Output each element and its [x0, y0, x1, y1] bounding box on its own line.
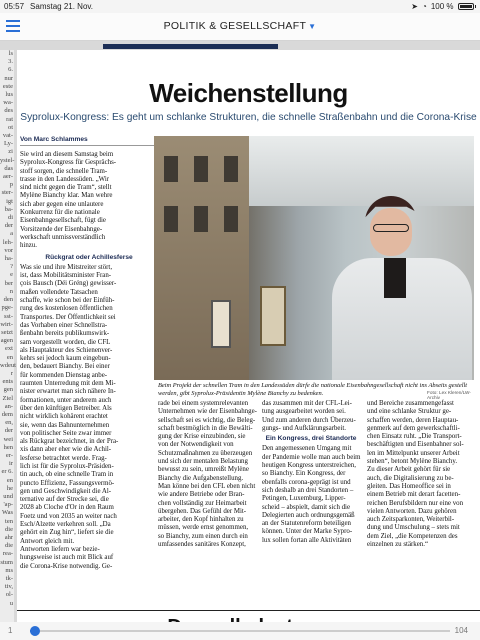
strip-fragment: p: [9, 181, 13, 189]
text-line: Foetz und von 2035 an weiter nach: [20, 512, 117, 520]
previous-page-strip[interactable]: [0, 50, 14, 622]
strip-fragment: leh-: [2, 238, 13, 246]
text-line: raumten Unterredung mit dem Mi-: [20, 380, 116, 388]
strip-fragment: gen: [3, 386, 13, 394]
text-line: Vorsitzende der Eisenbahnge-: [20, 225, 103, 233]
article-photo[interactable]: [154, 136, 474, 380]
article-divider: [17, 610, 480, 611]
newspaper-page: [17, 50, 480, 622]
text-line: sich aber gegen eine unlautere: [20, 200, 104, 208]
text-line: Petingen, Luxemburg, Lipper-: [262, 495, 346, 503]
text-line: hinzu.: [20, 242, 38, 250]
text-line: Eisenbahngesellschaft, fügt die: [20, 217, 106, 225]
strip-fragment: wei: [3, 435, 13, 443]
strip-fragment: en: [6, 353, 13, 361]
text-line: ist, dass Mobilitätsminister Fran-: [20, 272, 112, 280]
strip-fragment: ber: [4, 279, 13, 287]
text-line: chen vollständig zur Heimarbeit: [158, 499, 247, 507]
text-line: genmerk auf dem gewerkschaftli-: [367, 424, 460, 432]
text-line: stoff sorgen, die schnelle Tram-: [20, 167, 108, 175]
strip-fragment: des: [4, 107, 13, 115]
text-line: dung und Umschulung – stets mit: [367, 524, 460, 532]
strip-fragment: an-: [4, 402, 13, 410]
strip-fragment: tiv,: [4, 583, 13, 591]
status-time: 05:57: [4, 2, 25, 11]
text-line: als Rückgrat bezeichnet, in der Pra-: [20, 438, 119, 446]
strip-fragment: igt: [6, 197, 13, 205]
text-line: reichen Berufsbildern nur eine von: [367, 499, 464, 507]
text-line: tin auch, ob eine schnelle Tram in: [20, 471, 114, 479]
article-column-2: [158, 400, 256, 549]
text-line: den, bedauert Bianchy. Bei einer: [20, 363, 110, 371]
strip-fragment: ?: [10, 263, 13, 271]
text-line: Und zum anderen durch Überzeu-: [262, 416, 356, 424]
text-line: kehrs sei jedoch kaum eingebun-: [20, 355, 111, 363]
battery-label: 100 %: [430, 2, 454, 11]
text-line: formationen, unter anderem auch: [20, 396, 112, 404]
strip-fragment: r: [10, 369, 13, 377]
page-scrubber: [0, 622, 480, 640]
strip-fragment: den: [3, 296, 13, 304]
strip-fragment: rea-: [2, 550, 13, 558]
text-line: xis dann aber eher wie die Achil-: [20, 446, 112, 454]
text-line: ebenfalls corona-geprägt ist und: [262, 478, 351, 486]
text-line: nicht wirklich kohärent erachtet: [20, 413, 108, 421]
text-line: Schutzmaßnahmen zu überzeugen: [158, 449, 253, 457]
text-line: über den künftigen Betreiber. Als: [20, 404, 112, 412]
status-bar: [0, 0, 480, 13]
strip-fragment: Ziel: [2, 394, 13, 402]
strip-fragment: Was: [1, 509, 13, 517]
strip-fragment: ol-: [5, 591, 13, 599]
text-line: beschäftigten und Eisenbahner sol-: [367, 441, 464, 449]
strip-fragment: ir: [9, 460, 13, 468]
strip-fragment: en,: [5, 419, 13, 427]
text-line: Antwort gleich mit.: [20, 537, 75, 545]
text-line: sind nicht gegen die Tram“, stellt: [20, 184, 112, 192]
strip-fragment: este: [2, 82, 13, 90]
strip-fragment: ext: [5, 345, 13, 353]
strip-fragment: ot: [7, 123, 13, 131]
strip-fragment: a: [10, 230, 13, 238]
strip-fragment: 'ap-: [3, 501, 13, 509]
strip-fragment: der: [4, 427, 13, 435]
text-line: scheid – abspielt, damit sich die: [262, 503, 351, 511]
text-line: hungsweise ist auch mit Blick auf: [20, 554, 114, 562]
text-line: und sich der mentalen Belastung: [158, 458, 248, 466]
text-line: Syprolux-Kongress für Gesprächs-: [20, 159, 117, 167]
text-line: Antworten liefern war bezie-: [20, 545, 100, 553]
strip-fragment: pge-: [1, 304, 13, 312]
scrubber-handle[interactable]: [30, 626, 40, 636]
text-line: für kommenden Dienstag anbe-: [20, 371, 108, 379]
text-line: können. Unter der Marke Sypro-: [262, 528, 353, 536]
text-line: Unternehmen wie der Eisenbahnge-: [158, 408, 257, 416]
text-line: Sie wird an diesem Samstag beim: [20, 151, 114, 158]
text-line: Bianchy die Aufgabenstellung.: [158, 474, 244, 482]
strip-fragment: nur: [4, 74, 13, 82]
text-line: und Bereiche zusammengefasst: [367, 400, 454, 407]
strip-fragment: stum: [0, 558, 13, 566]
article-column-4: [367, 400, 477, 549]
text-line: gen und Geschwindigkeit die Al-: [20, 487, 112, 495]
text-line: Konkurrenz für die nationale: [20, 209, 100, 217]
strip-fragment: wdeut: [0, 361, 16, 369]
strip-fragment: lus: [5, 91, 13, 99]
strip-fragment: tk-: [5, 575, 13, 582]
strip-fragment: und: [3, 492, 13, 500]
text-line: übergehen. Das Gefühl der Mit-: [158, 507, 247, 515]
article-author: Von Marc Schlammes: [20, 136, 88, 143]
status-right: [411, 2, 476, 11]
text-line: arbeiter, den Kopf hinhalten zu: [158, 516, 244, 524]
strip-fragment: ms: [5, 566, 13, 574]
strip-fragment: e: [10, 271, 13, 279]
text-line: so Bianchy. Ein Kongress, der: [262, 470, 346, 478]
portrait-figure: [332, 196, 472, 380]
text-line: auch, die Digitalisierung zu be-: [367, 474, 454, 482]
strip-fragment: 3.: [8, 58, 13, 66]
text-line: werkschaft unmissverständlich: [20, 233, 106, 241]
article-column-3: [262, 400, 360, 545]
strip-fragment: zi: [8, 148, 13, 156]
strip-fragment: rat: [6, 115, 13, 123]
strip-fragment: die: [5, 525, 13, 533]
photo-credit: Foto: Lex Kleren/LW-Archiv: [427, 390, 471, 400]
text-line: gleiten. Das Homeoffice sei in: [367, 482, 451, 490]
strip-fragment: setzt: [1, 328, 13, 336]
strip-fragment: di: [7, 214, 13, 222]
strip-fragment: ls: [8, 50, 13, 57]
chevron-down-icon: ▼: [308, 22, 317, 31]
text-line: ternative auf der Strecke sei, die: [20, 496, 109, 504]
strip-fragment: hen: [3, 443, 13, 451]
strip-fragment: die: [5, 542, 13, 550]
strip-fragment: ystel-: [0, 156, 15, 164]
text-line: heutigen Kongress unterstreichen,: [262, 462, 356, 470]
strip-fragment: ents: [2, 378, 13, 386]
article-column-1: [20, 151, 158, 571]
text-line: Esch/Alzette verkehren soll. „Da: [20, 521, 111, 529]
wifi-icon: ◔: [421, 2, 427, 11]
text-line: Man könne bei den CFL eben nicht: [158, 482, 256, 490]
text-line: Transportes. Der Öffentlichkeit sei: [20, 313, 116, 321]
text-line: nister erwartet man sich nähere In-: [20, 388, 116, 396]
strip-fragment: wa-: [3, 99, 13, 107]
text-line: lich ist für die Syprolux-Präsiden-: [20, 462, 114, 470]
strip-fragment: er-: [5, 451, 13, 459]
strip-fragment: en: [6, 476, 13, 484]
text-line: so Bianchy, zum einen durch ein: [158, 532, 248, 540]
strip-fragment: wirt-: [0, 320, 13, 328]
column-subtitle: Rückgrat oder Achillesferse: [45, 253, 133, 261]
text-line: schaffe, wie schon bei der Einfüh-: [20, 297, 115, 305]
strip-fragment: ba-: [4, 205, 13, 213]
scrubber-end-page: 104: [454, 626, 468, 635]
text-line: çois Bausch (Déi Gréng) gewisser-: [20, 280, 117, 288]
strip-fragment: u: [9, 599, 13, 607]
text-line: sam vorgestellt worden, die CFL: [20, 338, 111, 346]
text-line: und eine schlanke Struktur ge-: [367, 408, 452, 416]
text-line: gung der Krise einzubinden, sie: [158, 433, 246, 441]
text-line: maßen vollendete Tatsachen: [20, 288, 98, 296]
text-line: einem Betrieb mit derart facetten-: [367, 491, 461, 499]
strip-fragment: das: [4, 164, 13, 172]
strip-fragment: n: [9, 287, 13, 295]
strip-fragment: dem: [1, 410, 13, 418]
text-line: von der Notwendigkeit von: [158, 441, 234, 449]
text-line: rung des kostenlosen öffentlichen: [20, 305, 113, 313]
status-date: Samstag 21. Nov.: [30, 2, 94, 11]
text-line: auch Zeitsparkonten, Weiterbil-: [367, 516, 455, 524]
app-header: [0, 13, 480, 41]
strip-fragment: sst-: [3, 312, 13, 320]
text-line: len im Mittelpunkt unserer Arbeit: [367, 449, 460, 457]
author-divider: [20, 145, 158, 146]
text-line: an der Statutenreform beteiligen: [262, 520, 351, 528]
text-line: trasse in den Landessüden. „Wir: [20, 175, 110, 183]
section-selector[interactable]: [0, 20, 480, 32]
text-line: sie, wenn das Bahnunternehmen: [20, 421, 110, 429]
text-line: einzelnen zu stärken.“: [367, 541, 429, 549]
strip-fragment: er 6.: [1, 468, 13, 476]
strip-fragment: ster-: [1, 189, 13, 197]
text-line: Was sie und ihre Mitstreiter stört,: [20, 263, 113, 271]
text-line: lesferse betrachtet werde. Frag-: [20, 454, 107, 462]
column-subtitle-2: Ein Kongress, drei Standorte: [265, 435, 357, 443]
text-line: Mylène Bianchy klar. Man wehre: [20, 192, 113, 200]
text-line: das zusammen mit der CFL-Lei-: [262, 400, 352, 407]
text-line: Den angemessenen Umgang mit: [262, 445, 352, 453]
section-title: POLITIK & GESELLSCHAFT: [163, 20, 307, 32]
strip-fragment: ha-: [4, 255, 13, 263]
text-line: bewusst zu sein, umreißt Mylène: [158, 466, 249, 474]
strip-fragment: vor: [4, 246, 13, 254]
text-line: rade bei einem systemrelevanten: [158, 400, 249, 407]
text-line: die Corona-Krise notwendig. Ge-: [20, 562, 113, 570]
scrubber-start-page: 1: [8, 626, 13, 635]
text-line: wie andere Betriebe oder Bran-: [158, 491, 245, 499]
text-line: 2028 ab Cloche d'Or in den Raum: [20, 504, 114, 512]
text-line: Zu dieser Arbeit gehört für sie: [367, 466, 451, 474]
text-line: vielen Antworten. Dazu gehören: [367, 507, 457, 515]
strip-fragment: vat-: [2, 132, 13, 140]
strip-fragment: agen: [0, 337, 13, 345]
text-line: tung ausgearbeitet worden sei.: [262, 408, 346, 416]
battery-icon: [458, 3, 474, 10]
strip-fragment: ahr: [4, 533, 13, 541]
text-line: als Hauptakteur des Schienenver-: [20, 346, 113, 354]
text-line: gehört ein Zug hin“, liefert sie die: [20, 529, 114, 537]
text-line: sellschaft sei es wichtig, die Beleg-: [158, 416, 256, 424]
text-line: lux sollen fortan alle Aktivitäten: [262, 536, 352, 544]
article-headline: Weichenstellung: [149, 78, 348, 108]
text-line: umfassendes sanitäres Konzept,: [158, 541, 246, 549]
section-indicator: [103, 44, 278, 49]
article-subhead: Syprolux-Kongress: Es geht um schlanke Strukturen, die schnelle Straßenbahn und die Corona-Krise: [20, 112, 477, 123]
text-line: gungs- und Aufklärungsarbeit.: [262, 424, 347, 432]
location-icon: ➤: [411, 2, 418, 11]
strip-fragment: Ly-: [3, 140, 13, 148]
text-line: dem Ziel, „die Kompetenzen des: [367, 532, 458, 540]
text-line: schaffen werden, deren Hauptau-: [367, 416, 459, 424]
photo-caption: Beim Projekt der schnellen Tram in den Landessüden dürfe die nationale Eisenbahngesellschaft nicht ins Abseits gestellt werden, gibt Syprolux-Präsidentin Mylène Bianchy zu bedenken.: [158, 382, 468, 397]
text-line: das Vorhaben einer Schnellstra-: [20, 321, 108, 329]
text-line: der Pandemie wolle man auch beim: [262, 453, 361, 461]
text-line: schaft bestmöglich in die Bewälti-: [158, 424, 253, 432]
strip-fragment: 6.: [8, 66, 13, 74]
strip-fragment: der: [4, 222, 13, 230]
text-line: ßenbahn bereits publikumswirk-: [20, 330, 110, 338]
text-line: müssen, werde ernst genommen,: [158, 524, 249, 532]
text-line: sich deshalb an drei Standorten –: [262, 486, 354, 494]
text-line: Delegierten auch ordnungsgemäß: [262, 511, 355, 519]
text-line: von politischer Seite zwar immer: [20, 429, 112, 437]
text-line: puncto Effizienz, Fassungsvermö-: [20, 479, 115, 487]
strip-fragment: he: [6, 484, 13, 492]
strip-fragment: ten: [5, 517, 13, 525]
text-line: chen Einsatz ruht. „Die Transport-: [367, 433, 462, 441]
strip-fragment: aer-: [3, 173, 13, 181]
text-line: stehen“, betont Mylène Bianchy.: [367, 458, 458, 466]
scrubber-track[interactable]: [30, 630, 450, 632]
